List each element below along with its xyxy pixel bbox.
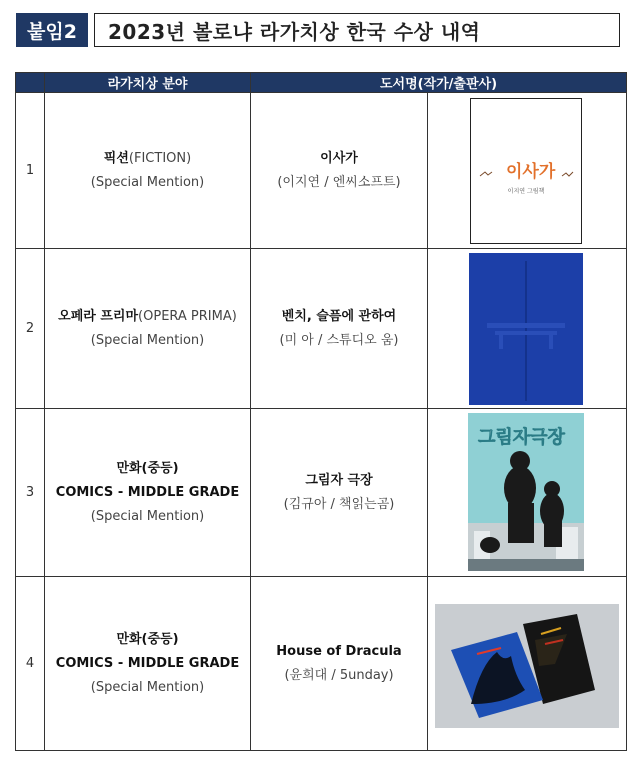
table-header-row <box>16 73 627 93</box>
book-info <box>251 577 428 751</box>
cover-1-title: 이사가 <box>506 162 556 182</box>
book-title: 벤치, 슬픔에 관하여 <box>281 308 397 324</box>
category-line2: COMICS - MIDDLE GRADE <box>55 655 240 671</box>
row-number: 2 <box>16 249 45 409</box>
category-suffix: (FICTION) <box>128 150 192 166</box>
header-number <box>16 73 45 93</box>
cover-1-author: 이지연 그림책 <box>507 188 545 195</box>
book-cover-4 <box>435 604 619 728</box>
table-row <box>16 93 627 249</box>
category-line2: COMICS - MIDDLE GRADE <box>55 484 240 500</box>
table-row <box>16 409 627 577</box>
book-cover-1 <box>470 98 582 244</box>
category-main: 만화(중등) <box>116 631 179 647</box>
book-author: (윤희대 / 5unday) <box>284 667 394 683</box>
book-cover-cell <box>428 93 627 249</box>
row-number: 3 <box>16 409 45 577</box>
book-cover-cell <box>428 249 627 409</box>
book-title: 그림자 극장 <box>305 472 373 488</box>
book-title: 이사가 <box>320 150 358 166</box>
book-author: (미 아 / 스튜디오 움) <box>279 332 399 348</box>
book-info <box>251 249 428 409</box>
header-book: 도서명(작가/출판사) <box>251 73 627 93</box>
mention: (Special Mention) <box>90 174 205 190</box>
category-suffix: (OPERA PRIMA) <box>138 308 237 324</box>
book-cover-cell <box>428 577 627 751</box>
award-category <box>45 249 251 409</box>
award-category <box>45 93 251 249</box>
awards-table <box>15 72 627 751</box>
table-row <box>16 577 627 751</box>
book-cover-2 <box>469 253 583 405</box>
table-row <box>16 249 627 409</box>
category-main: 만화(중등) <box>116 460 179 476</box>
row-number: 4 <box>16 577 45 751</box>
mention: (Special Mention) <box>90 508 205 524</box>
book-author: (이지연 / 엔씨소프트) <box>277 174 401 190</box>
mention: (Special Mention) <box>90 332 205 348</box>
header-category: 라가치상 분야 <box>45 73 251 93</box>
category-main: 픽션 <box>103 150 129 166</box>
book-info <box>251 409 428 577</box>
book-cover-cell <box>428 409 627 577</box>
book-author: (김규아 / 책읽는곰) <box>283 496 395 512</box>
attachment-badge: 붙임2 <box>16 13 88 47</box>
row-number: 1 <box>16 93 45 249</box>
award-category <box>45 409 251 577</box>
mention: (Special Mention) <box>90 679 205 695</box>
book-title: House of Dracula <box>276 643 402 659</box>
title-row <box>16 13 620 49</box>
book-cover-3 <box>468 413 584 571</box>
book-info <box>251 93 428 249</box>
page-title: 2023년 볼로냐 라가치상 한국 수상 내역 <box>94 13 620 47</box>
award-category <box>45 577 251 751</box>
cover-3-title: 그림자극장 <box>478 427 565 448</box>
category-main: 오페라 프리마 <box>58 308 139 324</box>
